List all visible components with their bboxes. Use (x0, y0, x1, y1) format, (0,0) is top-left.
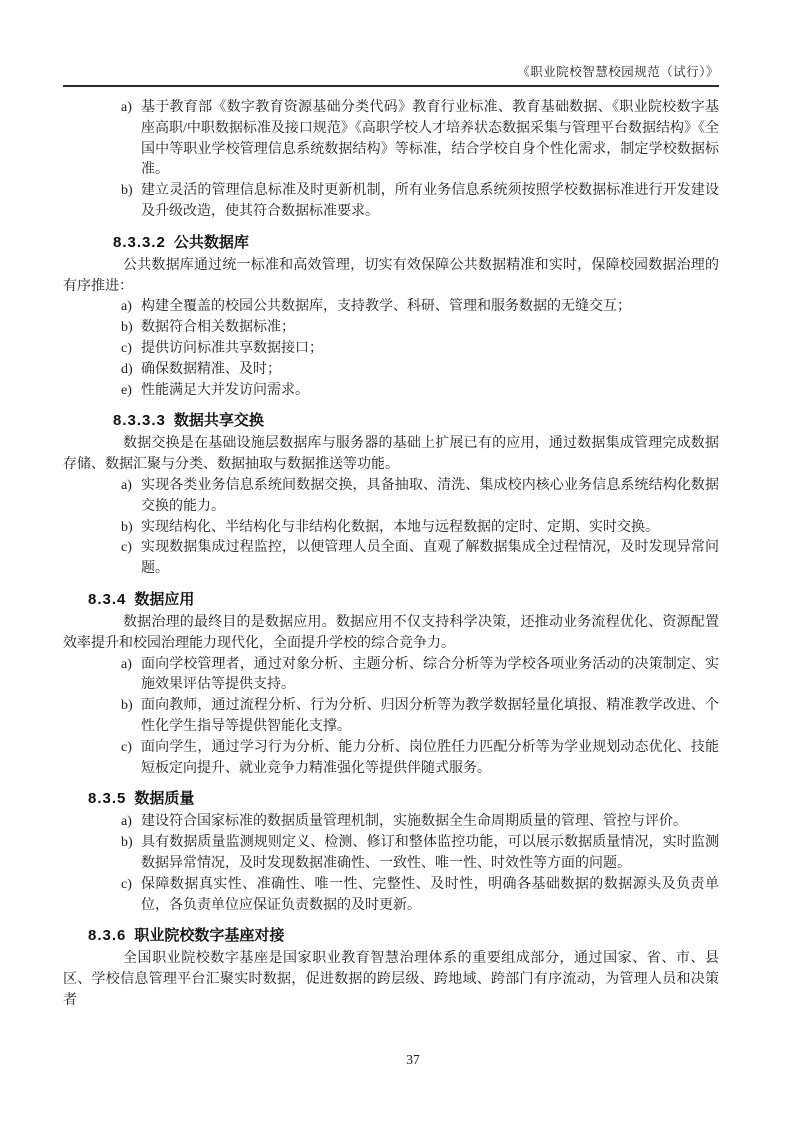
list-item (63, 360, 719, 381)
paragraph: 全国职业院校数字基座是国家职业教育智慧治理体系的重要组成部分，通过国家、省、市、县区、学校信息管理平台汇聚实时数据，促进数据的跨层级、跨地域、跨部门有序流动，为管理人员和决策者 (63, 951, 719, 1008)
list-marker: c) (121, 739, 132, 755)
list-item (63, 476, 719, 518)
list-item (63, 297, 719, 318)
heading-8-3-6 (88, 925, 719, 946)
list-item-text: 基于教育部《数字教育资源基础分类代码》教育行业标准、教育基础数据、《职业院校数字基座高职/中职数据标准及接口规范》《高职学校人才培养状态数据采集与管理平台数据结构》《全国中等职业学校管理信息系统数据结构》等标准，结合学校自身个性化需求，制定学校数据标准。 (141, 100, 719, 178)
page-header (63, 64, 719, 87)
page-footer (63, 1052, 763, 1068)
list-item-text: 面向教师，通过流程分析、行为分析、归因分析等为教学数据轻量化填报、精准教学改进、个性化学生指导等提供智能化支撑。 (141, 698, 719, 734)
lettered-list (63, 812, 719, 916)
heading-number: 8.3.6 (88, 927, 127, 945)
list-item-text: 数据符合相关数据标准； (141, 320, 295, 336)
list-item (63, 875, 719, 917)
list-item-text: 确保数据精准、及时； (141, 361, 281, 377)
list-marker: b) (121, 519, 133, 535)
list-item-text: 面向学校管理者，通过对象分析、主题分析、综合分析等为学校各项业务活动的决策制定、实施效果评估等提供支持。 (141, 656, 719, 693)
heading-title: 职业院校数字基座对接 (134, 927, 285, 945)
list-item (63, 381, 719, 402)
list-marker: a) (121, 814, 132, 830)
lettered-list (63, 655, 719, 780)
heading-number: 8.3.5 (88, 790, 127, 808)
heading-8-3-3-3 (113, 410, 719, 431)
lettered-list (63, 98, 719, 223)
heading-title: 公共数据库 (173, 233, 249, 251)
list-marker: c) (121, 340, 132, 356)
heading-title: 数据质量 (134, 790, 195, 808)
list-item (63, 655, 719, 697)
lettered-list (63, 476, 719, 580)
list-marker: c) (121, 876, 132, 892)
list-item (63, 833, 719, 875)
list-marker: d) (121, 361, 133, 377)
list-item (63, 518, 719, 539)
list-item (63, 738, 719, 780)
list-item (63, 538, 719, 580)
list-marker: e) (121, 382, 132, 398)
list-item-text: 实现结构化、半结构化与非结构化数据，本地与远程数据的定时、定期、实时交换。 (141, 519, 659, 535)
header-title: 《职业院校智慧校园规范（试行）》 (517, 65, 719, 79)
list-marker: b) (121, 698, 133, 714)
list-item-text: 建设符合国家标准的数据质量管理机制，实施数据全生命周期质量的管理、管控与评价。 (141, 814, 687, 830)
paragraph: 数据治理的最终目的是数据应用。数据应用不仅支持科学决策，还推动业务流程优化、资源配置效率提升和校园治理能力现代化，全面提升学校的综合竞争力。 (63, 614, 719, 651)
heading-number: 8.3.3.2 (113, 233, 166, 251)
list-item (63, 812, 719, 833)
list-item-text: 构建全覆盖的校园公共数据库，支持教学、科研、管理和服务数据的无缝交互； (141, 299, 631, 315)
paragraph: 公共数据库通过统一标准和高效管理，切实有效保障公共数据精准和实时，保障校园数据治理的有序推进： (63, 257, 719, 294)
heading-8-3-5 (88, 788, 719, 809)
page-number: 37 (406, 1052, 420, 1067)
heading-number: 8.3.4 (88, 590, 127, 608)
heading-title: 数据应用 (134, 590, 195, 608)
heading-title: 数据共享交换 (173, 412, 264, 430)
list-item (63, 181, 719, 223)
list-marker: b) (121, 835, 133, 851)
list-marker: a) (121, 299, 132, 315)
list-item-text: 建立灵活的管理信息标准及时更新机制，所有业务信息系统须按照学校数据标准进行开发建设及升级改造，使其符合数据标准要求。 (141, 183, 719, 219)
lettered-list (63, 297, 719, 401)
list-item-text: 面向学生，通过学习行为分析、能力分析、岗位胜任力匹配分析等为学业规划动态优化、技能短板定向提升、就业竞争力精准强化等提供伴随式服务。 (141, 739, 719, 776)
document-body (63, 98, 719, 1012)
list-item-text: 提供访问标准共享数据接口； (141, 340, 323, 356)
list-item-text: 性能满足大并发访问需求。 (141, 382, 309, 398)
list-item-text: 保障数据真实性、准确性、唯一性、完整性、及时性，明确各基础数据的数据源头及负责单位，各负责单位应保证负责数据的及时更新。 (141, 876, 719, 913)
list-item-text: 具有数据质量监测规则定义、检测、修订和整体监控功能，可以展示数据质量情况，实时监测数据异常情况，及时发现数据准确性、一致性、唯一性、时效性等方面的问题。 (141, 835, 719, 871)
list-marker: b) (121, 320, 133, 336)
list-item (63, 318, 719, 339)
list-marker: a) (121, 100, 132, 115)
list-item (63, 339, 719, 360)
list-item-text: 实现各类业务信息系统间数据交换，具备抽取、清洗、集成校内核心业务信息系统结构化数据交换的能力。 (141, 477, 719, 514)
paragraph: 数据交换是在基础设施层数据库与服务器的基础上扩展已有的应用，通过数据集成管理完成数据存储、数据汇聚与分类、数据抽取与数据推送等功能。 (63, 436, 719, 473)
heading-number: 8.3.3.3 (113, 412, 166, 430)
heading-8-3-3-2 (113, 232, 719, 253)
list-item (63, 696, 719, 738)
list-item (63, 98, 719, 181)
list-item-text: 实现数据集成过程监控，以便管理人员全面、直观了解数据集成全过程情况，及时发现异常问题。 (141, 540, 719, 577)
list-marker: b) (121, 183, 133, 199)
heading-8-3-4 (88, 589, 719, 610)
list-marker: a) (121, 656, 132, 672)
list-marker: a) (121, 477, 132, 493)
list-marker: c) (121, 540, 132, 556)
